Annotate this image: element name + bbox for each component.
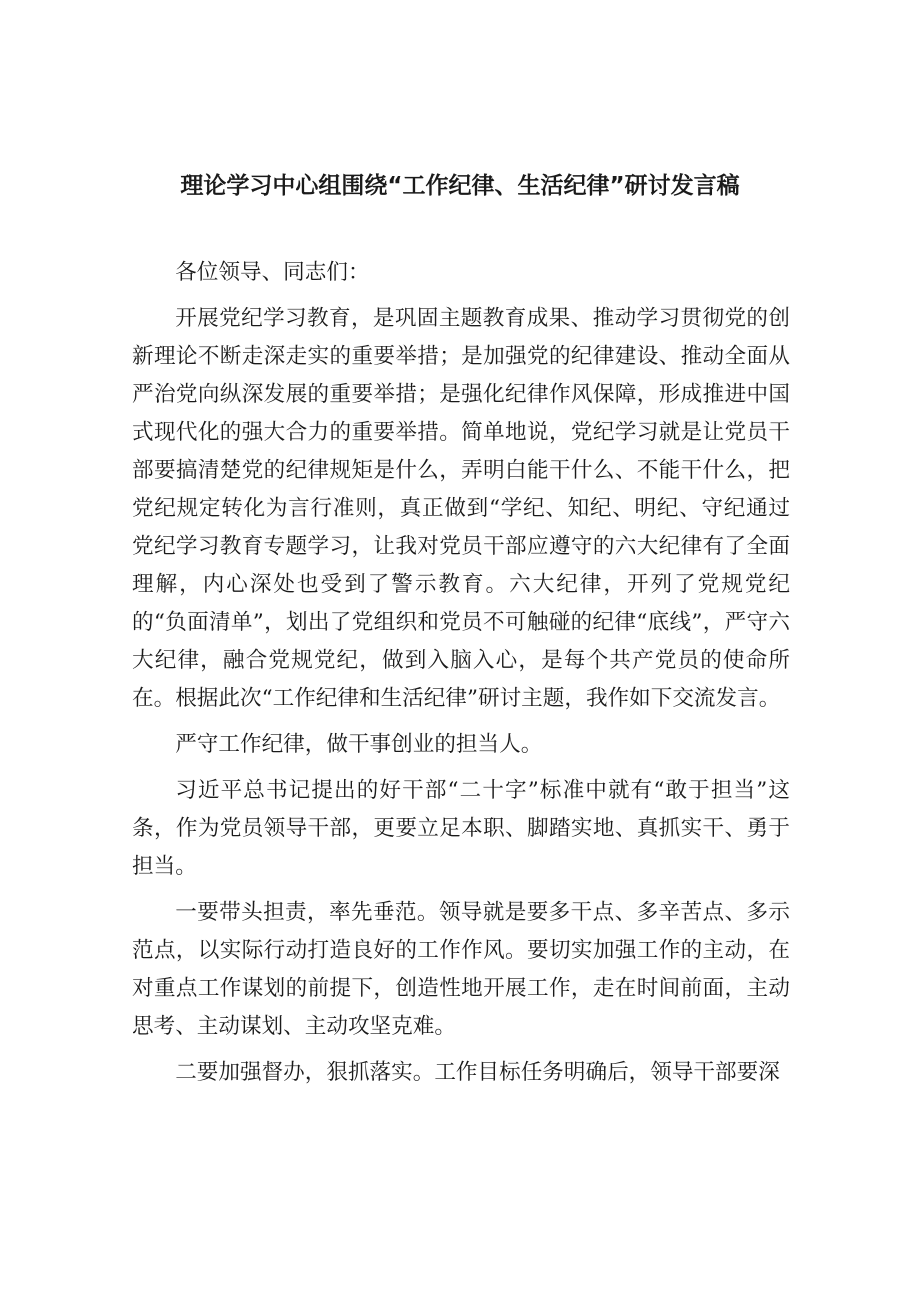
paragraph-point-two: 二要加强督办，狠抓落实。工作目标任务明确后，领导干部要深 (175, 1060, 780, 1085)
paragraph-intro: 开展党纪学习教育，是巩固主题教育成果、推动学习贯彻党的创新理论不断走深走实的重要举措；是加强党的纪律建设、推动全面从严治党向纵深发展的重要举措；是强化纪律作风保障，形成推进中国式现代化的强大合力的重要举措。简单地说，党纪学习就是让党员干部要搞清楚党的纪律规矩是什么，弄明白能干什么、不能干什么，把党纪规定转化为言行准则，真正做到“学纪、知纪、明纪、守纪通过党纪学习教育专题学习，让我对党员干部应遵守的六大纪律有了全面理解，内心深处也受到了警示教育。六大纪律，开列了党规党纪的“负面清单”，划出了党组织和党员不可触碰的纪律“底线”，严守六大纪律，融合党规党纪，做到入脑入心，是每个共产党员的使命所在。根据此次“工作纪律和生活纪律”研讨主题，我作如下交流发言。 (132, 306, 790, 711)
paragraph-section-heading: 严守工作纪律，做干事创业的担当人。 (175, 732, 543, 757)
document-title: 理论学习中心组围绕“工作纪律、生活纪律”研讨发言稿 (180, 173, 740, 199)
paragraph-standard: 习近平总书记提出的好干部“二十字”标准中就有“敢于担当”这条，作为党员领导干部，更要立足本职、脚踏实地、真抓实干、勇于担当。 (132, 778, 790, 879)
greeting: 各位领导、同志们： (175, 260, 370, 285)
paragraph-point-one: 一要带头担责，率先垂范。领导就是要多干点、多辛苦点、多示范点，以实际行动打造良好的工作作风。要切实加强工作的主动，在对重点工作谋划的前提下，创造性地开展工作，走在时间前面，主动思考、主动谋划、主动攻坚克难。 (132, 900, 790, 1039)
document-body (132, 254, 790, 1092)
